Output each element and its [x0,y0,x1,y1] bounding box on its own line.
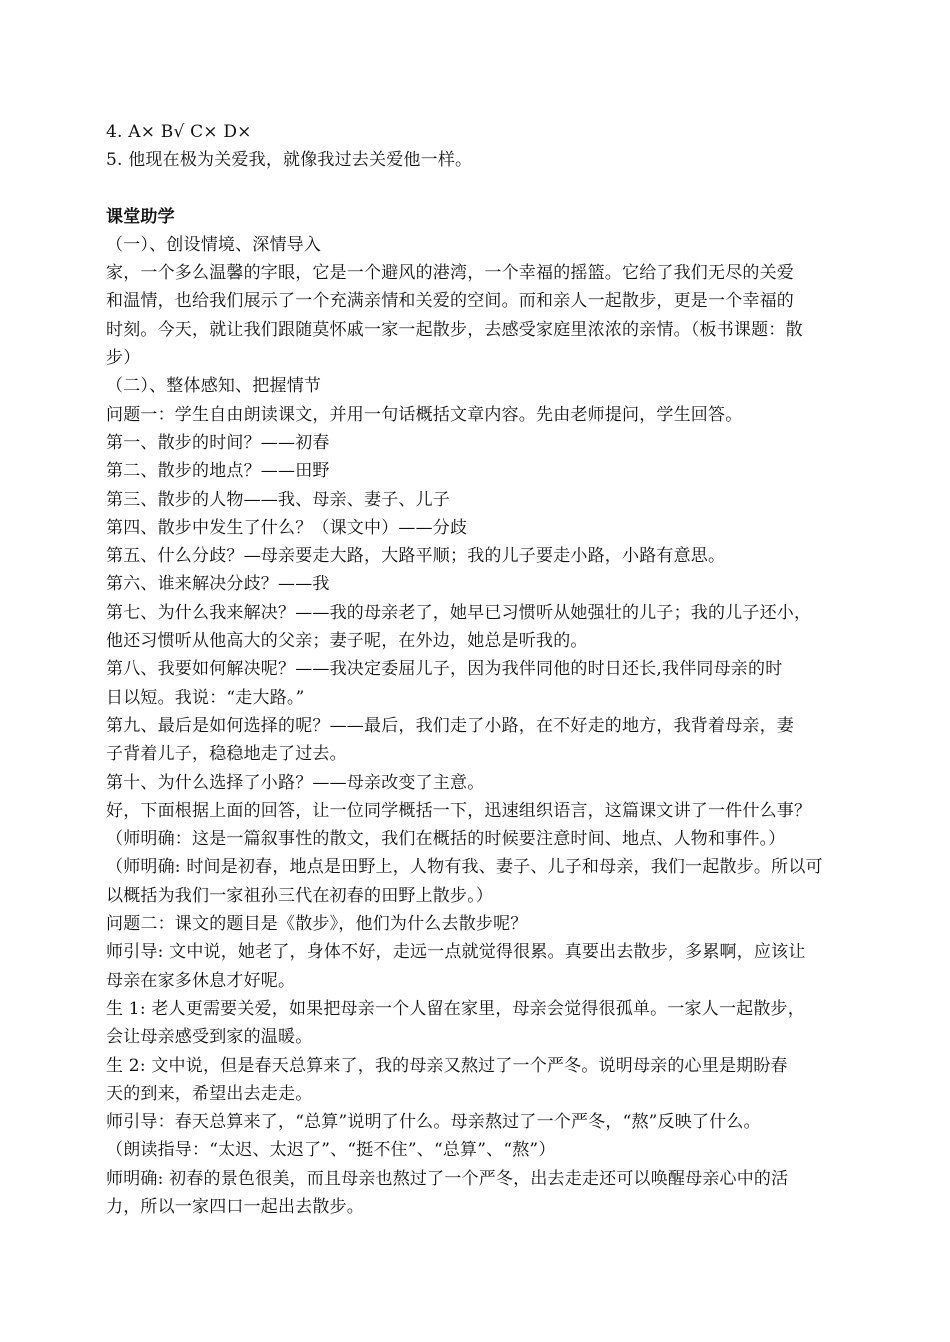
text-line: 第七、为什么我来解决？——我的母亲老了，她早已习惯听从她强壮的儿子；我的儿子还小， [106,602,812,623]
paragraph-gap [106,175,854,203]
text-line: 师引导: 文中说，她老了，身体不好，走远一点就觉得很累。真要出去散步，多累啊，应该让 [106,942,806,963]
text-line: （师明确: 时间是初春，地点是田野上，人物有我、妻子、儿子和母亲，我们一起散步。所以可 [106,857,823,878]
text-line: 师引导：春天总算来了，“总算”说明了什么。母亲熬过了一个严冬，“熬”反映了什么。 [106,1112,761,1133]
text-line: 和温情，也给我们展示了一个充满亲情和关爱的空间。而和亲人一起散步，更是一个幸福的 [106,291,794,312]
document-page [106,118,854,1221]
section-title: 课堂助学 [106,206,175,227]
text-line: 第六、谁来解决分歧？——我 [106,574,330,595]
text-line: 第二、散步的地点？——田野 [106,461,330,482]
text-line: 第十、为什么选择了小路？——母亲改变了主意。 [106,772,485,793]
text-line: （朗读指导：“太迟、太迟了”、“挺不住”、“总算”、“熬”） [106,1140,556,1161]
text-line: 力，所以一家四口一起出去散步。 [106,1196,364,1217]
text-line: 天的到来，希望出去走走。 [106,1083,313,1104]
text-line: 生 1: 老人更需要关爱，如果把母亲一个人留在家里，母亲会觉得很孤单。一家人一起散步， [106,998,805,1019]
text-line: 第九、最后是如何选择的呢？——最后，我们走了小路，在不好走的地方，我背着母亲，妻 [106,715,794,736]
text-line: 生 2: 文中说，但是春天总算来了，我的母亲又熬过了一个严冬。说明母亲的心里是期盼春 [106,1055,788,1076]
text-line: 子背着儿子，稳稳地走了过去。 [106,744,347,765]
text-line: （一）、创设情境、深情导入 [106,234,322,255]
text-line: 第四、散步中发生了什么？（课文中）——分歧 [106,517,468,538]
text-line: （师明确：这是一篇叙事性的散文，我们在概括的时候要注意时间、地点、人物和事件。） [106,829,786,850]
text-line: 问题二：课文的题目是《散步》，他们为什么去散步呢？ [106,914,528,935]
text-line: 第八、我要如何解决呢？——我决定委屈儿子，因为我伴同他的时日还长,我伴同母亲的时 [106,659,783,680]
text-line: 以概括为我们一家祖孙三代在初春的田野上散步。） [106,885,494,906]
text-line: 家，一个多么温馨的字眼，它是一个避风的港湾，一个幸福的摇篮。它给了我们无尽的关爱 [106,263,794,284]
text-line: 好，下面根据上面的回答，让一位同学概括一下，迅速组织语言，这篇课文讲了一件什么事？ [106,800,812,821]
text-line: 师明确: 初春的景色很美，而且母亲也熬过了一个严冬，出去走走还可以唤醒母亲心中的活 [106,1168,789,1189]
text-line: 第三、散步的人物——我、母亲、妻子、儿子 [106,489,450,510]
text-line: 母亲在家多休息才好呢。 [106,970,296,991]
text-line: 日以短。我说：“走大路。” [106,687,305,708]
text-line: 会让母亲感受到家的温暖。 [106,1027,313,1048]
body-text [106,231,854,1221]
text-line: 步） [106,348,141,369]
answer-line-5: 5. 他现在极为关爱我，就像我过去关爱他一样。 [106,150,473,171]
text-line: 问题一：学生自由朗读课文，并用一句话概括文章内容。先由老师提问，学生回答。 [106,404,743,425]
text-line: （二）、整体感知、把握情节 [106,376,322,397]
text-line: 第五、什么分歧？—母亲要走大路，大路平顺；我的儿子要走小路，小路有意思。 [106,546,726,567]
answer-line-4: 4. A× B√ C× D× [106,122,252,142]
text-line: 时刻。今天，就让我们跟随莫怀戚一家一起散步，去感受家庭里浓浓的亲情。（板书课题：散 [106,319,803,340]
text-line: 他还习惯听从他高大的父亲；妻子呢，在外边，她总是听我的。 [106,631,588,652]
text-line: 第一、散步的时间？——初春 [106,432,330,453]
